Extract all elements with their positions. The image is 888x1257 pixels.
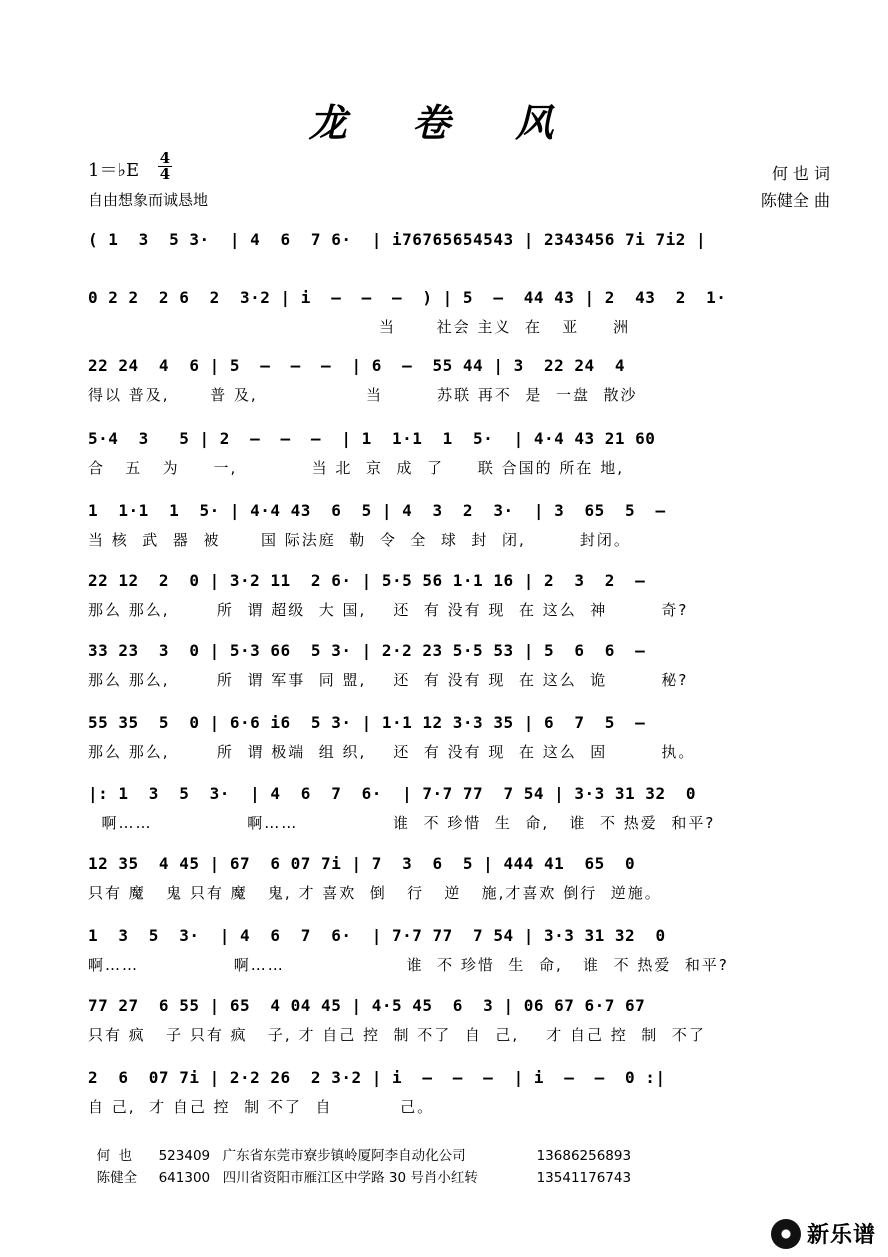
lyric-line: 那么 那么, 所 谓 超级 大 国, 还 有 没有 现 在 这么 神 奇? xyxy=(88,601,689,619)
notation-line: 77 27 6 55 | 65 4 04 45 | 4·5 45 6 3 | 06 67 6·7 67 xyxy=(88,996,646,1015)
site-logo xyxy=(771,1218,876,1249)
lyric-line: 合 五 为 一, 当 北 京 成 了 联 合国的 所在 地, xyxy=(88,459,624,477)
notation-line: |: 1 3 5 3· | 4 6 7 6· | 7·7 77 7 54 | 3·3 31 32 0 xyxy=(88,784,696,803)
contact-address: 四川省资阳市雁江区中学路 30 号肖小红转 xyxy=(222,1170,478,1186)
time-signature-bottom: 4 xyxy=(159,165,171,183)
contact-zip: 523409 xyxy=(158,1148,211,1164)
disc-icon xyxy=(771,1219,801,1249)
notation-line: 22 12 2 0 | 3·2 11 2 6· | 5·5 56 1·1 16 | 2 3 2 – xyxy=(88,571,646,590)
time-signature xyxy=(158,149,172,183)
contact-name: 陈健全 xyxy=(96,1170,138,1186)
notation-line: 33 23 3 0 | 5·3 66 5 3· | 2·2 23 5·5 53 | 5 6 6 – xyxy=(88,641,646,660)
lyric-line xyxy=(88,258,833,280)
key-signature: 1＝♭E xyxy=(88,160,140,181)
lyric-line: 当 社会 主义 在 亚 洲 xyxy=(88,318,631,336)
contact-row xyxy=(88,1150,631,1186)
notation-line: 0 2 2 2 6 2 3·2 | i – – – ) | 5 – 44 43 | 2 43 2 1· xyxy=(88,288,727,307)
contact-address: 广东省东莞市寮步镇岭厦阿李自动化公司 xyxy=(222,1148,466,1164)
lyric-line: 那么 那么, 所 谓 极端 组 织, 还 有 没有 现 在 这么 固 执。 xyxy=(88,743,696,761)
lyric-line: 那么 那么, 所 谓 军事 同 盟, 还 有 没有 现 在 这么 诡 秘? xyxy=(88,671,689,689)
contact-name: 何 也 xyxy=(96,1148,133,1164)
notation-line: 22 24 4 6 | 5 – – – | 6 – 55 44 | 3 22 24 4 xyxy=(88,356,626,375)
notation-line: 55 35 5 0 | 6·6 i6 5 3· | 1·1 12 3·3 35 | 6 7 5 – xyxy=(88,713,646,732)
notation-line: 1 3 5 3· | 4 6 7 6· | 7·7 77 7 54 | 3·3 31 32 0 xyxy=(88,926,666,945)
composer-credit: 陈健全 曲 xyxy=(760,191,830,210)
lyric-line: 啊…… 啊…… 谁 不 珍惜 生 命, 谁 不 热爱 和平? xyxy=(88,814,716,832)
notation-line: 2 6 07 7i | 2·2 26 2 3·2 | i – – – | i – – 0 :| xyxy=(88,1068,666,1087)
lyric-line: 只有 魔 鬼 只有 魔 鬼, 才 喜欢 倒 行 逆 施,才喜欢 倒行 逆施。 xyxy=(88,884,662,902)
notation-line: 1 1·1 1 5· | 4·4 43 6 5 | 4 3 2 3· | 3 65 5 – xyxy=(88,501,666,520)
notation-line: ( 1 3 5 3· | 4 6 7 6· | i76765654543 | 2343456 7i 7i2 | xyxy=(88,230,707,249)
contact-phone: 13686256893 xyxy=(536,1148,632,1164)
lyric-line: 得以 普及, 普 及, 当 苏联 再不 是 一盘 散沙 xyxy=(88,386,638,404)
lyricist-credit: 何 也 词 xyxy=(771,164,830,183)
notation-line: 5·4 3 5 | 2 – – – | 1 1·1 1 5· | 4·4 43 21 60 xyxy=(88,429,656,448)
contact-zip: 641300 xyxy=(158,1170,211,1186)
expression-mark: 自由想象而诚恳地 xyxy=(88,191,209,209)
time-signature-top: 4 xyxy=(159,149,171,167)
lyric-line: 只有 疯 子 只有 疯 子, 才 自己 控 制 不了 自 己, 才 自己 控 制 不了 xyxy=(88,1026,706,1044)
lyric-line: 当 核 武 器 被 国 际法庭 勒 令 全 球 封 闭, 封闭。 xyxy=(88,531,631,549)
notation-line: 12 35 4 45 | 67 6 07 7i | 7 3 6 5 | 444 41 65 0 xyxy=(88,854,636,873)
logo-text: 新乐谱 xyxy=(806,1223,876,1248)
contact-phone: 13541176743 xyxy=(536,1170,632,1186)
lyric-line: 自 己, 才 自己 控 制 不了 自 己。 xyxy=(88,1098,435,1116)
lyric-line: 啊…… 啊…… 谁 不 珍惜 生 命, 谁 不 热爱 和平? xyxy=(88,956,729,974)
song-title: 龙 卷 风 xyxy=(308,100,580,145)
